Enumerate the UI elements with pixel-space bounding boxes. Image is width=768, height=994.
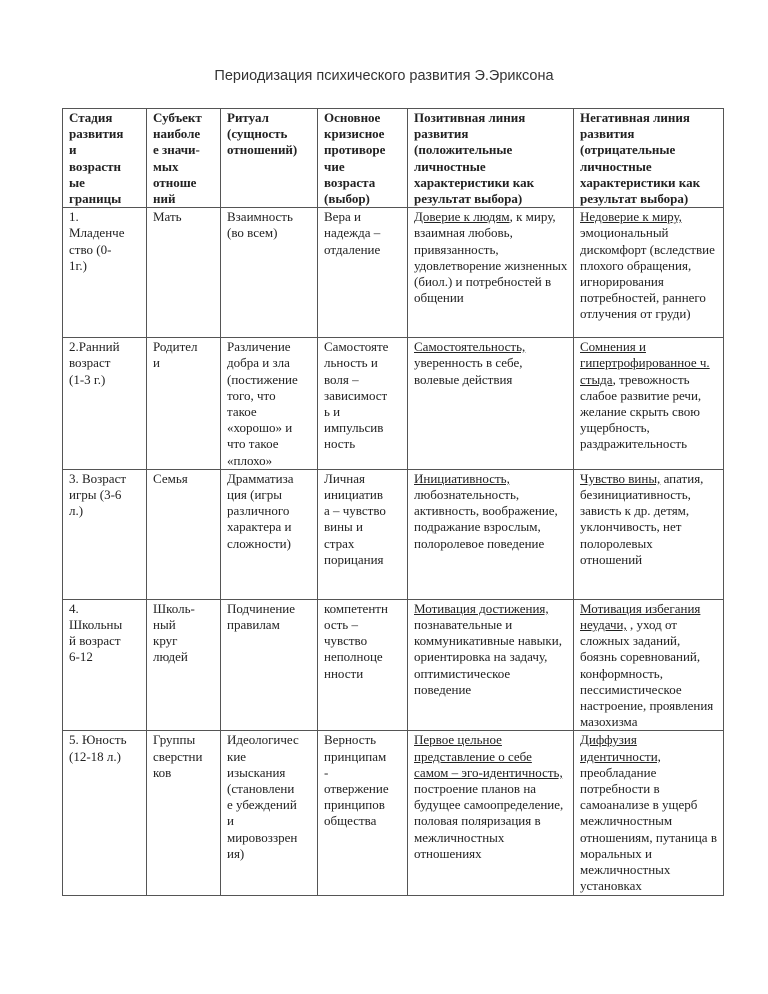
cell-line: ный	[153, 617, 176, 633]
cell-line: отноше	[153, 174, 197, 190]
cell-line: игры (3-6	[69, 487, 122, 503]
positive-text: , к миру, взаимная любовь, привязанность, удовлетворение жизненных (биол.) и потребностей в общении	[414, 209, 568, 306]
cell-line: Подчинение	[227, 600, 296, 616]
cell-line: нности	[324, 665, 364, 681]
negative-cell	[574, 599, 724, 731]
cell-line: е значи-	[153, 142, 200, 158]
table-row	[63, 469, 724, 599]
positive-cell	[408, 731, 574, 895]
cell-line: такое	[227, 404, 257, 420]
cell-line: Группы	[153, 732, 196, 748]
subject-cell	[147, 599, 221, 731]
crisis-cell	[318, 338, 408, 470]
cell-line: (положительные	[414, 142, 513, 158]
header-subject	[147, 109, 221, 208]
ritual-cell	[221, 469, 318, 599]
cell-line: (постижение	[227, 371, 298, 387]
stage-cell	[63, 338, 147, 470]
cell-line: развития	[414, 126, 469, 142]
cell-line: Идеологичес	[227, 732, 299, 748]
cell-line: (во всем)	[227, 225, 278, 241]
cell-line: принципов	[324, 797, 385, 813]
ritual-cell	[221, 599, 318, 731]
cell-line: личностные	[414, 158, 486, 174]
cell-line: неполноце	[324, 649, 383, 665]
cell-line: «плохо»	[227, 452, 273, 468]
cell-line: 2.Ранний	[69, 339, 120, 355]
subject-cell	[147, 469, 221, 599]
header-ritual	[221, 109, 318, 208]
cell-line: Вера и	[324, 209, 361, 225]
cell-line: отвержение	[324, 781, 389, 797]
cell-line: ство (0-	[69, 241, 112, 257]
cell-line: порицания	[324, 551, 384, 567]
cell-line: Ритуал	[227, 110, 269, 125]
negative-cell	[574, 208, 724, 338]
cell-line: (выбор)	[324, 191, 370, 207]
cell-line: ность	[324, 436, 356, 452]
cell-line: границы	[69, 191, 122, 207]
cell-line: Драмматиза	[227, 470, 294, 486]
cell-line: Негативная линия	[580, 110, 690, 125]
cell-line: Личная	[324, 470, 366, 486]
cell-line: воля –	[324, 371, 359, 387]
negative-text: преобладание потребности в самоанализе в ущерб межличностным отношениям, путаница в моральных и межличностных установках	[580, 764, 717, 894]
cell-line: чие	[324, 158, 345, 174]
negative-underlined: Диффузия идентичности,	[580, 732, 661, 764]
cell-line: противоре	[324, 142, 386, 158]
cell-line: компетентн	[324, 600, 388, 616]
cell-line: кие	[227, 748, 247, 764]
cell-line: (становлени	[227, 781, 295, 797]
cell-line: «хорошо» и	[227, 420, 293, 436]
cell-line: л.)	[69, 503, 84, 519]
cell-line: Младенче	[69, 225, 125, 241]
cell-line: Школьны	[69, 617, 123, 633]
positive-text: познавательные и коммуникативные навыки, ориентировка на задачу, оптимистическое поведение	[414, 617, 562, 697]
cell-line: Стадия	[69, 110, 113, 125]
cell-line: того, что	[227, 387, 276, 403]
positive-text: любознательность, активность, воображение, подражание взрослым, полоролевое поведение	[414, 487, 558, 551]
cell-line: и	[153, 355, 160, 371]
cell-line: изыскания	[227, 764, 286, 780]
cell-line: ые	[69, 174, 85, 190]
header-negative	[574, 109, 724, 208]
stage-cell	[63, 208, 147, 338]
table-row	[63, 731, 724, 895]
header-positive	[408, 109, 574, 208]
cell-line: мых	[153, 158, 179, 174]
cell-line: добра и зла	[227, 355, 290, 371]
cell-line: -	[324, 764, 329, 780]
stage-cell	[63, 469, 147, 599]
negative-text: , уход от сложных заданий, боязнь соревнований, конформность, пессимистическое настроение, проявления мазохизма	[580, 617, 714, 730]
erikson-table	[62, 108, 724, 896]
cell-line: зависимост	[324, 387, 388, 403]
positive-underlined: Доверие к людям	[414, 209, 510, 225]
cell-line: надежда –	[324, 225, 381, 241]
negative-text: эмоциональный дискомфорт (вследствие плохого обращения, игнорирования потребностей, раннего отлучения от груди)	[580, 225, 715, 322]
cell-line: Мать	[153, 209, 182, 225]
cell-line: характеристики как	[580, 174, 701, 190]
negative-underlined: Мотивация избегания неудачи,	[580, 600, 701, 633]
cell-line: и	[69, 142, 77, 158]
cell-line: импульсив	[324, 420, 384, 436]
negative-text: апатия, безинициативность, зависть к др. детям, уклончивость, нет полоролевых отношений	[580, 470, 704, 567]
negative-cell	[574, 731, 724, 895]
positive-cell	[408, 208, 574, 338]
positive-text: уверенность в себе, волевые действия	[414, 355, 523, 387]
cell-line: личностные	[580, 158, 652, 174]
cell-line: вины и	[324, 519, 363, 535]
cell-line: правилам	[227, 617, 280, 633]
cell-line: Позитивная линия	[414, 110, 526, 125]
cell-line: развития	[69, 126, 124, 142]
positive-underlined: Самостоятельность,	[414, 339, 526, 355]
cell-line: принципам	[324, 748, 387, 764]
page-title: Периодизация психического развития Э.Эриксона	[214, 68, 554, 84]
ritual-cell	[221, 208, 318, 338]
cell-line: наиболе	[153, 126, 201, 142]
cell-line: различного	[227, 503, 290, 519]
cell-line: 6-12	[69, 649, 93, 665]
cell-line: чувство	[324, 633, 368, 649]
cell-line: Верность	[324, 732, 377, 748]
stage-cell	[63, 599, 147, 731]
negative-underlined: Чувство вины,	[580, 470, 661, 486]
crisis-cell	[318, 599, 408, 731]
cell-line: ция (игры	[227, 487, 282, 503]
positive-cell	[408, 338, 574, 470]
crisis-cell	[318, 469, 408, 599]
cell-line: а – чувство	[324, 503, 386, 519]
crisis-cell	[318, 208, 408, 338]
cell-line: результат выбора)	[414, 191, 523, 207]
positive-cell	[408, 599, 574, 731]
negative-text: , тревожность слабое развитие речи, желание скрыть свою ущербность, раздражительность	[580, 371, 702, 452]
cell-line: Школь-	[153, 600, 195, 616]
negative-underlined: Недоверие к миру,	[580, 209, 682, 225]
cell-line: инициатив	[324, 487, 383, 503]
cell-line: Самостояте	[324, 339, 389, 355]
positive-underlined: Инициативность,	[414, 470, 510, 486]
cell-line: сложности)	[227, 535, 291, 551]
table-row	[63, 338, 724, 470]
cell-line: возрастн	[69, 158, 122, 174]
negative-cell	[574, 338, 724, 470]
cell-line: Основное	[324, 110, 381, 125]
cell-line: 4.	[69, 600, 79, 616]
positive-underlined: Мотивация достижения,	[414, 600, 549, 616]
table-header-row	[63, 109, 724, 208]
cell-line: возраста	[324, 174, 376, 190]
cell-line: Субъект	[153, 110, 202, 125]
negative-cell	[574, 469, 724, 599]
table-row	[63, 208, 724, 338]
cell-line: возраст	[69, 355, 111, 371]
ritual-cell	[221, 338, 318, 470]
cell-line: ний	[153, 191, 176, 207]
cell-line: ь и	[324, 404, 341, 420]
stage-cell	[63, 731, 147, 895]
cell-line: ков	[153, 764, 172, 780]
cell-line: 3. Возраст	[69, 470, 127, 486]
cell-line: отдаление	[324, 241, 381, 257]
cell-line: (12-18 л.)	[69, 748, 121, 764]
cell-line: (отрицательные	[580, 142, 676, 158]
cell-line: характера и	[227, 519, 292, 535]
cell-line: общества	[324, 813, 377, 829]
subject-cell	[147, 338, 221, 470]
positive-text: построение планов на будущее самоопределение, половая поляризация в межличностных отношениях	[414, 781, 564, 861]
positive-cell	[408, 469, 574, 599]
cell-line: 1.	[69, 209, 79, 225]
cell-line: страх	[324, 535, 355, 551]
subject-cell	[147, 731, 221, 895]
ritual-cell	[221, 731, 318, 895]
cell-line: сверстни	[153, 748, 203, 764]
cell-line: ость –	[324, 617, 358, 633]
crisis-cell	[318, 731, 408, 895]
positive-underlined: Первое цельное представление о себе самом – эго-идентичность,	[414, 732, 563, 780]
cell-line: что такое	[227, 436, 279, 452]
cell-line: и	[227, 813, 234, 829]
cell-line: отношений)	[227, 142, 298, 158]
subject-cell	[147, 208, 221, 338]
table-row	[63, 599, 724, 731]
cell-line: (сущность	[227, 126, 288, 142]
cell-line: ия)	[227, 845, 245, 861]
cell-line: 5. Юность	[69, 732, 127, 748]
header-stage	[63, 109, 147, 208]
cell-line: й возраст	[69, 633, 121, 649]
cell-line: Родител	[153, 339, 198, 355]
cell-line: людей	[153, 649, 188, 665]
negative-underlined: Сомнения и гипертрофированное ч. стыда	[580, 339, 710, 387]
cell-line: мировоззрен	[227, 829, 298, 845]
header-crisis	[318, 109, 408, 208]
cell-line: 1г.)	[69, 257, 87, 273]
cell-line: Семья	[153, 470, 188, 486]
cell-line: льность и	[324, 355, 378, 371]
cell-line: Взаимность	[227, 209, 293, 225]
cell-line: характеристики как	[414, 174, 535, 190]
cell-line: е убеждений	[227, 797, 297, 813]
cell-line: круг	[153, 633, 178, 649]
cell-line: Различение	[227, 339, 291, 355]
cell-line: (1-3 г.)	[69, 371, 106, 387]
cell-line: результат выбора)	[580, 191, 689, 207]
cell-line: кризисное	[324, 126, 385, 142]
cell-line: развития	[580, 126, 635, 142]
